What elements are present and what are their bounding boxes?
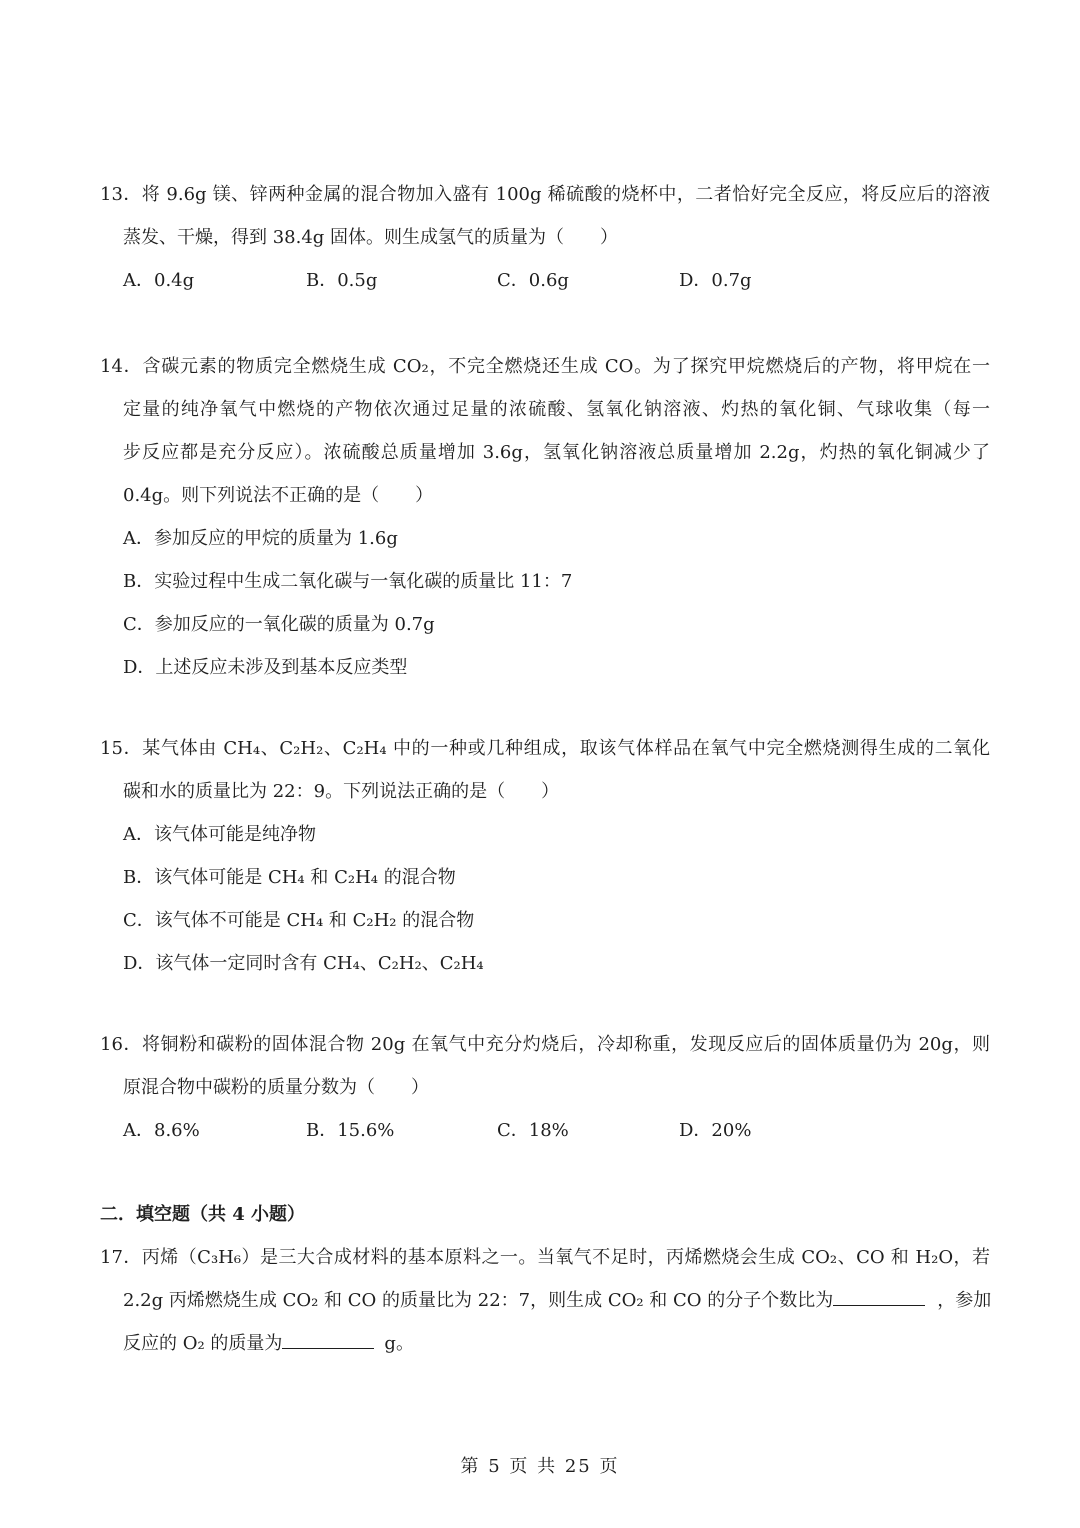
question-17-line-2-tail: ，参加 [937,1290,992,1311]
question-17-line-3 [100,1322,990,1365]
question-15-line-1: 15．某气体由 CH₄、C₂H₂、C₂H₄ 中的一种或几种组成，取该气体样品在氧气中完全燃烧测得生成的二氧化 [100,738,990,759]
question-13 [100,173,990,302]
question-13-options [100,259,990,302]
question-14 [100,345,990,689]
option-c: C．18% [497,1120,569,1141]
question-13-line-2: 蒸发、干燥，得到 38.4g 固体。则生成氢气的质量为（ ） [123,227,619,248]
question-14-line-2: 定量的纯净氧气中燃烧的产物依次通过足量的浓硫酸、氢氧化钠溶液、灼热的氧化铜、气球收集（每一 [123,399,990,420]
question-13-line-1: 13．将 9.6g 镁、锌两种金属的混合物加入盛有 100g 稀硫酸的烧杯中，二者恰好完全反应，将反应后的溶液 [100,184,990,205]
answer-blank-1[interactable] [833,1279,925,1306]
question-17-line-1: 17．丙烯（C₃H₆）是三大合成材料的基本原料之一。当氧气不足时，丙烯燃烧会生成 CO₂、CO 和 H₂O，若 [100,1247,990,1268]
option-d: D．上述反应未涉及到基本反应类型 [123,657,408,678]
section-heading-fill-in: 二．填空题（共 4 小题） [100,1204,306,1225]
question-16-options [100,1109,990,1152]
question-14-line-3: 步反应都是充分反应）。浓硫酸总质量增加 3.6g，氢氧化钠溶液总质量增加 2.2g，灼热的氧化铜减少了 [123,442,990,463]
question-15 [100,727,990,985]
question-17-line-3-text: 反应的 O₂ 的质量为 [123,1333,283,1354]
option-c: C．参加反应的一氧化碳的质量为 0.7g [123,614,435,635]
question-16-line-1: 16．将铜粉和碳粉的固体混合物 20g 在氧气中充分灼烧后，冷却称重，发现反应后的固体质量仍为 20g，则 [100,1034,990,1055]
question-16-line-2: 原混合物中碳粉的质量分数为（ ） [123,1077,429,1098]
question-14-line-4: 0.4g。则下列说法不正确的是（ ） [123,485,434,506]
option-a: A．0.4g [123,270,195,291]
question-17-line-3-tail: g。 [384,1333,414,1354]
option-b: B．该气体可能是 CH₄ 和 C₂H₄ 的混合物 [123,867,456,888]
question-17-line-2-text: 2.2g 丙烯燃烧生成 CO₂ 和 CO 的质量比为 22：7，则生成 CO₂ 和 CO 的分子个数比为 [123,1290,834,1311]
option-b: B．0.5g [306,270,378,291]
answer-blank-2[interactable] [282,1322,374,1349]
option-c: C．0.6g [497,270,569,291]
option-a: A．该气体可能是纯净物 [123,824,316,845]
page-number: 第 5 页 共 25 页 [460,1456,620,1477]
option-a: A．参加反应的甲烷的质量为 1.6g [123,528,398,549]
question-17-line-2 [100,1279,990,1322]
option-b: B．实验过程中生成二氧化碳与一氧化碳的质量比 11：7 [123,571,573,592]
question-17 [100,1236,990,1365]
option-c: C．该气体不可能是 CH₄ 和 C₂H₂ 的混合物 [123,910,475,931]
question-15-line-2: 碳和水的质量比为 22：9。下列说法正确的是（ ） [123,781,560,802]
question-14-line-1: 14．含碳元素的物质完全燃烧生成 CO₂，不完全燃烧还生成 CO。为了探究甲烷燃烧后的产物，将甲烷在一 [100,356,990,377]
option-d: D．0.7g [679,270,752,291]
option-a: A．8.6% [123,1120,200,1141]
question-16 [100,1023,990,1152]
option-d: D．20% [679,1120,752,1141]
option-d: D．该气体一定同时含有 CH₄、C₂H₂、C₂H₄ [123,953,484,974]
option-b: B．15.6% [306,1120,395,1141]
